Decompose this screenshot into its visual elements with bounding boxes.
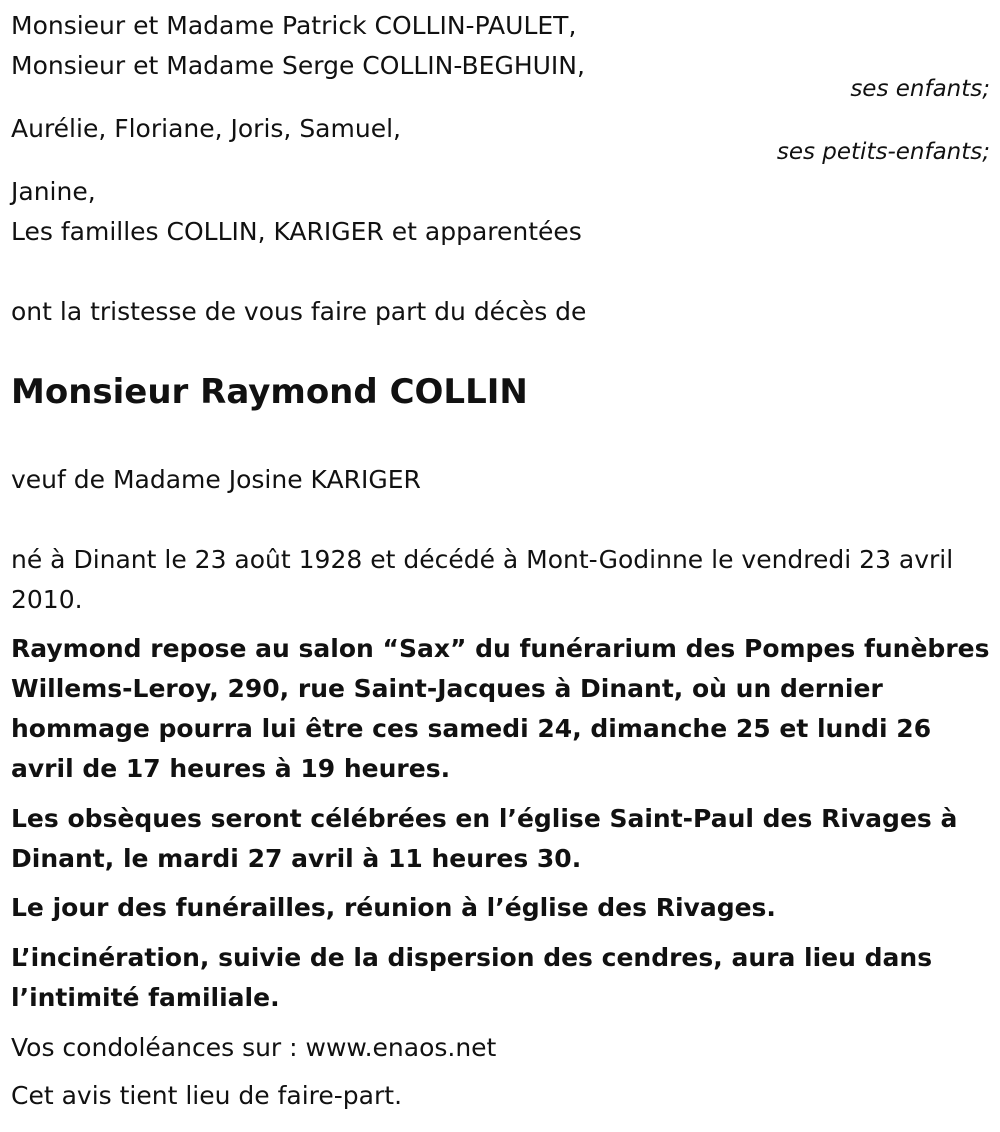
widower-line: veuf de Madame Josine KARIGER	[11, 465, 421, 494]
grandchildren-line: Aurélie, Floriane, Joris, Samuel,	[11, 114, 401, 143]
birth-death-text: né à Dinant le 23 août 1928 et décédé à Mont-Godinne le vendredi 23 avril 2010.	[11, 545, 954, 614]
announcement-text: ont la tristesse de vous faire part du décès de	[11, 297, 587, 326]
family-line-families: Les familles COLLIN, KARIGER et apparentées	[11, 217, 582, 246]
closing-line: Cet avis tient lieu de faire-part.	[11, 1081, 403, 1110]
rest-paragraph: Raymond repose au salon “Sax” du funérarium des Pompes funèbres Willems-Leroy, 290, rue Saint-Jacques à Dinant, où un dernier hommage pourra lui être ces samedi 24, dimanche 25 et lundi 26 avril de 17 heures à 19 heures.	[11, 634, 990, 783]
family-line-serge: Monsieur et Madame Serge COLLIN-BEGHUIN,	[11, 51, 585, 80]
funeral-paragraph: Les obsèques seront célébrées en l’église Saint-Paul des Rivages à Dinant, le mardi 27 avril à 11 heures 30.	[11, 804, 958, 873]
condolences-line: Vos condoléances sur : www.enaos.net	[11, 1033, 497, 1062]
children-label: ses enfants;	[850, 76, 990, 102]
deceased-name: Monsieur Raymond COLLIN	[11, 372, 528, 412]
family-line-janine: Janine,	[11, 177, 96, 206]
grandchildren-label: ses petits-enfants;	[776, 139, 990, 165]
meeting-paragraph: Le jour des funérailles, réunion à l’église des Rivages.	[11, 893, 776, 922]
cremation-paragraph: L’incinération, suivie de la dispersion des cendres, aura lieu dans l’intimité familiale.	[11, 943, 933, 1012]
family-line-patrick: Monsieur et Madame Patrick COLLIN-PAULET,	[11, 11, 577, 40]
